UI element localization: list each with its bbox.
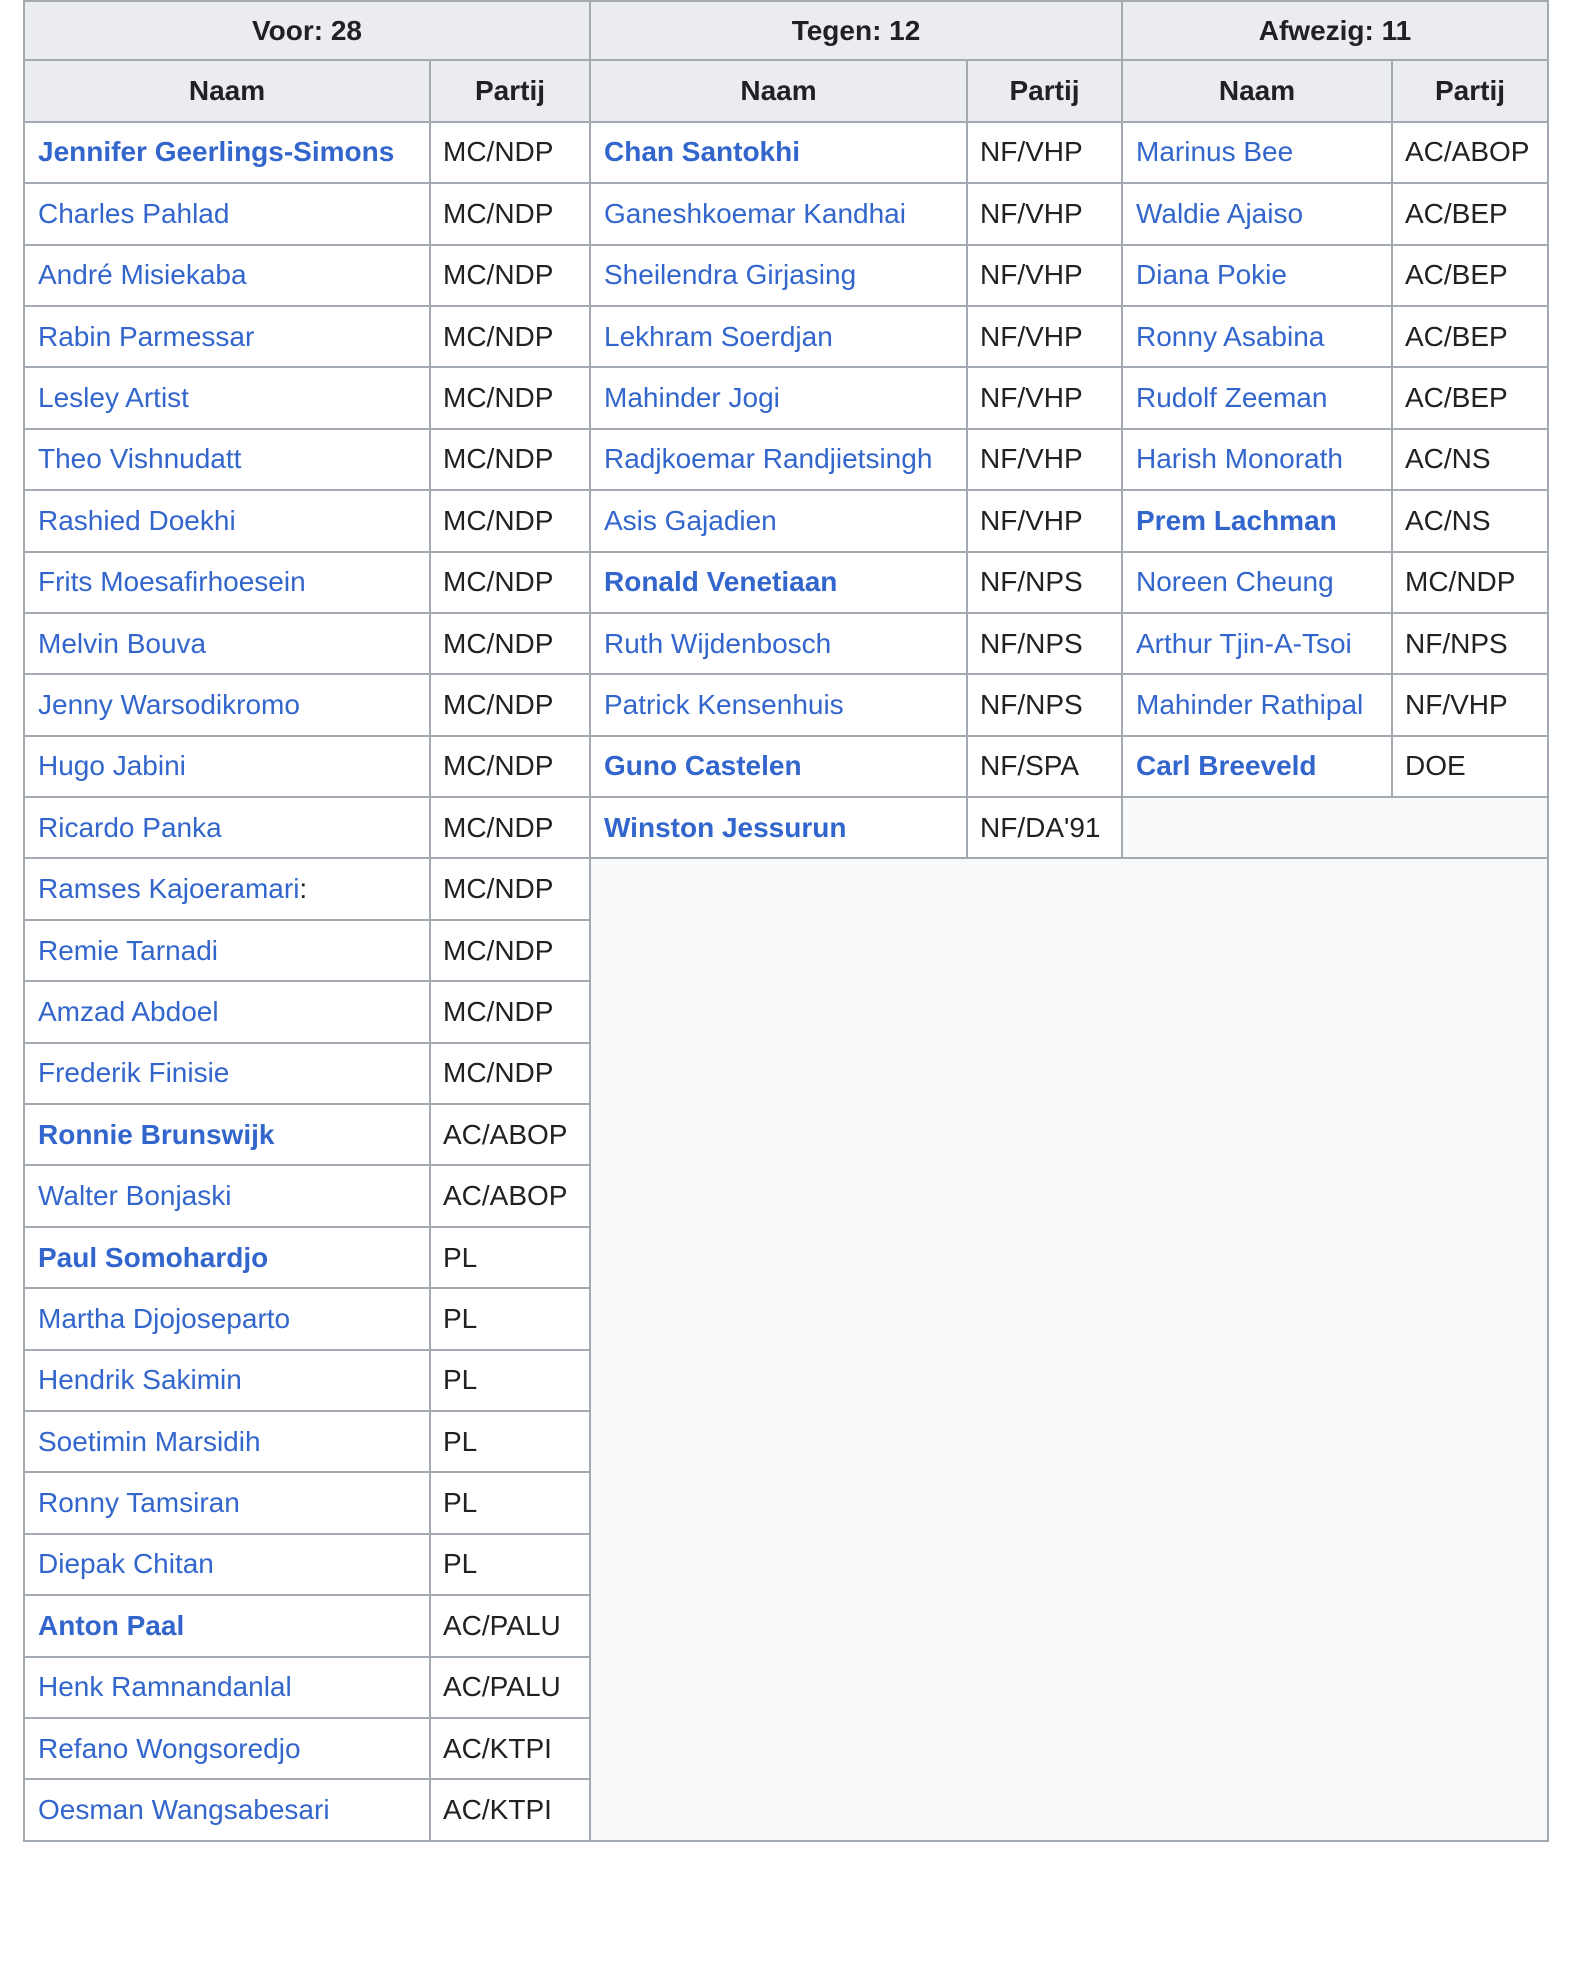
column-header-partij: Partij <box>431 61 591 122</box>
member-party-cell: NF/VHP <box>968 307 1123 368</box>
member-name-cell <box>23 307 431 368</box>
member-party-cell: AC/ABOP <box>431 1166 591 1227</box>
column-header-naam: Naam <box>1123 61 1393 122</box>
member-name-link[interactable]: Mahinder Jogi <box>604 382 780 414</box>
member-name-link[interactable]: Asis Gajadien <box>604 504 777 536</box>
member-name-cell <box>23 675 431 736</box>
member-name-link[interactable]: Jenny Warsodikromo <box>38 688 300 720</box>
member-name-cell <box>23 859 431 920</box>
member-name-cell <box>23 553 431 614</box>
member-party-cell: MC/NDP <box>431 123 591 184</box>
member-name-cell <box>591 553 968 614</box>
member-name-cell <box>23 430 431 491</box>
member-name-cell <box>23 614 431 675</box>
member-party-cell: PL <box>431 1289 591 1350</box>
member-party-cell: NF/NPS <box>1393 614 1549 675</box>
member-name-link[interactable]: André Misiekaba <box>38 259 247 291</box>
member-name-cell <box>23 1596 431 1657</box>
member-party-cell: AC/KTPI <box>431 1719 591 1780</box>
member-name-link[interactable]: Amzad Abdoel <box>38 995 219 1027</box>
member-name-cell <box>591 123 968 184</box>
member-name-cell <box>23 921 431 982</box>
member-party-cell: MC/NDP <box>431 675 591 736</box>
member-name-cell <box>23 1412 431 1473</box>
member-name-link[interactable]: Lesley Artist <box>38 382 189 414</box>
member-party-cell: AC/ABOP <box>1393 123 1549 184</box>
member-party-cell: PL <box>431 1535 591 1596</box>
member-name-cell <box>591 184 968 245</box>
member-name-link[interactable]: Melvin Bouva <box>38 627 207 659</box>
member-party-cell: AC/PALU <box>431 1596 591 1657</box>
member-party-cell: NF/VHP <box>968 246 1123 307</box>
member-name-link[interactable]: Ganeshkoemar Kandhai <box>604 197 906 229</box>
member-name-link[interactable]: Prem Lachman <box>1136 504 1337 536</box>
member-name-cell <box>23 246 431 307</box>
member-party-cell: NF/NPS <box>968 675 1123 736</box>
member-party-cell: PL <box>431 1351 591 1412</box>
member-name-link[interactable]: Rudolf Zeeman <box>1136 382 1328 414</box>
member-name-link[interactable]: Marinus Bee <box>1136 136 1294 168</box>
member-name-link[interactable]: Frederik Finisie <box>38 1057 230 1089</box>
member-name-cell <box>591 246 968 307</box>
member-name-link[interactable]: Theo Vishnudatt <box>38 443 242 475</box>
member-name-cell <box>1123 246 1393 307</box>
member-party-cell: MC/NDP <box>431 921 591 982</box>
member-party-cell: MC/NDP <box>431 246 591 307</box>
member-name-cell <box>1123 675 1393 736</box>
member-name-cell <box>23 982 431 1043</box>
member-party-cell: AC/KTPI <box>431 1780 591 1841</box>
member-party-cell: DOE <box>1393 737 1549 798</box>
member-name-cell <box>23 1289 431 1350</box>
member-party-cell: AC/BEP <box>1393 307 1549 368</box>
member-name-link[interactable]: Frits Moesafirhoesein <box>38 566 306 598</box>
group-header-afwezig: Afwezig: 11 <box>1123 0 1549 61</box>
member-name-link[interactable]: Anton Paal <box>38 1609 185 1641</box>
member-name-cell <box>1123 307 1393 368</box>
member-name-cell <box>23 1535 431 1596</box>
member-name-link[interactable]: Ronny Tamsiran <box>38 1487 240 1519</box>
member-name-cell <box>23 1166 431 1227</box>
member-name-cell <box>1123 368 1393 429</box>
member-party-cell: NF/VHP <box>1393 675 1549 736</box>
member-party-cell: PL <box>431 1412 591 1473</box>
member-party-cell: NF/NPS <box>968 553 1123 614</box>
member-party-cell: MC/NDP <box>431 737 591 798</box>
member-name-cell <box>23 1105 431 1166</box>
member-name-link[interactable]: Arthur Tjin-A-Tsoi <box>1136 627 1352 659</box>
group-header-voor: Voor: 28 <box>23 0 591 61</box>
member-name-cell <box>591 491 968 552</box>
member-party-cell: MC/NDP <box>431 798 591 859</box>
member-name-link[interactable]: Harish Monorath <box>1136 443 1343 475</box>
member-name-cell <box>1123 614 1393 675</box>
member-party-cell: AC/NS <box>1393 430 1549 491</box>
member-name-cell <box>23 1719 431 1780</box>
member-party-cell: AC/NS <box>1393 491 1549 552</box>
member-party-cell: AC/ABOP <box>431 1105 591 1166</box>
member-name-cell <box>23 737 431 798</box>
member-name-cell <box>591 368 968 429</box>
member-name-link[interactable]: Lekhram Soerdjan <box>604 320 833 352</box>
member-name-cell <box>23 1780 431 1841</box>
member-name-cell <box>591 430 968 491</box>
member-party-cell: NF/VHP <box>968 368 1123 429</box>
member-name-cell <box>23 123 431 184</box>
member-name-cell <box>591 675 968 736</box>
member-name-cell <box>591 798 968 859</box>
member-party-cell: NF/VHP <box>968 491 1123 552</box>
member-name-cell <box>23 1658 431 1719</box>
member-name-link[interactable]: Guno Castelen <box>604 750 802 782</box>
member-name-link[interactable]: Sheilendra Girjasing <box>604 259 857 291</box>
member-name-link[interactable]: Ronnie Brunswijk <box>38 1118 275 1150</box>
member-name-link[interactable]: Henk Ramnandanlal <box>38 1671 292 1703</box>
member-name-cell <box>591 737 968 798</box>
member-name-cell <box>591 307 968 368</box>
empty-cell <box>1123 798 1549 859</box>
member-party-cell: PL <box>431 1473 591 1534</box>
column-header-partij: Partij <box>1393 61 1549 122</box>
member-name-link[interactable]: Jennifer Geerlings-Simons <box>38 136 395 168</box>
member-name-link[interactable]: Charles Pahlad <box>38 197 230 229</box>
member-name-cell <box>1123 184 1393 245</box>
member-name-cell <box>1123 123 1393 184</box>
member-name-cell <box>23 1228 431 1289</box>
member-party-cell: MC/NDP <box>1393 553 1549 614</box>
member-name-link[interactable]: Martha Djojoseparto <box>38 1302 291 1334</box>
member-name-link[interactable]: Ronald Venetiaan <box>604 566 838 598</box>
member-name-cell <box>1123 737 1393 798</box>
member-name-link[interactable]: Refano Wongsoredjo <box>38 1732 301 1764</box>
member-party-cell: PL <box>431 1228 591 1289</box>
member-party-cell: MC/NDP <box>431 307 591 368</box>
member-name-link[interactable]: Oesman Wangsabesari <box>38 1794 330 1826</box>
member-party-cell: MC/NDP <box>431 553 591 614</box>
member-name-link[interactable]: Remie Tarnadi <box>38 934 219 966</box>
member-party-cell: AC/PALU <box>431 1658 591 1719</box>
name-suffix: : <box>299 873 308 905</box>
member-name-link[interactable]: Noreen Cheung <box>1136 566 1334 598</box>
member-name-cell <box>591 614 968 675</box>
member-name-cell <box>1123 430 1393 491</box>
member-party-cell: MC/NDP <box>431 982 591 1043</box>
member-name-link[interactable]: Ronny Asabina <box>1136 320 1325 352</box>
member-party-cell: AC/BEP <box>1393 368 1549 429</box>
column-header-naam: Naam <box>591 61 968 122</box>
member-party-cell: AC/BEP <box>1393 246 1549 307</box>
member-party-cell: MC/NDP <box>431 1044 591 1105</box>
member-name-link[interactable]: Diepak Chitan <box>38 1548 214 1580</box>
vote-grid <box>23 0 1549 1965</box>
group-header-tegen: Tegen: 12 <box>591 0 1123 61</box>
column-header-naam: Naam <box>23 61 431 122</box>
member-party-cell: AC/BEP <box>1393 184 1549 245</box>
member-name-link[interactable]: Soetimin Marsidih <box>38 1425 261 1457</box>
vote-table <box>23 0 1549 1965</box>
member-name-link[interactable]: Walter Bonjaski <box>38 1180 232 1212</box>
member-name-cell <box>1123 553 1393 614</box>
member-name-cell <box>23 798 431 859</box>
member-name-link[interactable]: Chan Santokhi <box>604 136 801 168</box>
member-name-cell <box>23 1044 431 1105</box>
member-name-cell <box>23 1473 431 1534</box>
member-party-cell: MC/NDP <box>431 614 591 675</box>
member-name-link[interactable]: Mahinder Rathipal <box>1136 688 1364 720</box>
member-party-cell: NF/VHP <box>968 430 1123 491</box>
member-name-link[interactable]: Hendrik Sakimin <box>38 1364 242 1396</box>
member-party-cell: MC/NDP <box>431 491 591 552</box>
member-party-cell: MC/NDP <box>431 368 591 429</box>
member-party-cell: NF/NPS <box>968 614 1123 675</box>
column-header-partij: Partij <box>968 61 1123 122</box>
member-name-link[interactable]: Rashied Doekhi <box>38 504 236 536</box>
member-name-link[interactable]: Ricardo Panka <box>38 811 222 843</box>
member-party-cell: MC/NDP <box>431 430 591 491</box>
member-name-cell <box>23 368 431 429</box>
member-party-cell: NF/VHP <box>968 123 1123 184</box>
member-name-link[interactable]: Patrick Kensenhuis <box>604 688 844 720</box>
member-name-cell <box>23 1351 431 1412</box>
member-name-link[interactable]: Carl Breeveld <box>1136 750 1317 782</box>
empty-area <box>591 859 1549 1841</box>
member-name-cell <box>23 184 431 245</box>
member-name-link[interactable]: Hugo Jabini <box>38 750 186 782</box>
member-name-link[interactable]: Rabin Parmessar <box>38 320 255 352</box>
member-name-link[interactable]: Diana Pokie <box>1136 259 1287 291</box>
member-name-link[interactable]: Radjkoemar Randjietsingh <box>604 443 933 475</box>
member-party-cell: NF/DA'91 <box>968 798 1123 859</box>
member-party-cell: NF/VHP <box>968 184 1123 245</box>
member-name-cell <box>23 491 431 552</box>
member-party-cell: NF/SPA <box>968 737 1123 798</box>
member-name-link[interactable]: Paul Somohardjo <box>38 1241 269 1273</box>
member-name-link[interactable]: Ramses Kajoeramari <box>38 873 300 905</box>
member-party-cell: MC/NDP <box>431 859 591 920</box>
member-party-cell: MC/NDP <box>431 184 591 245</box>
member-name-link[interactable]: Ruth Wijdenbosch <box>604 627 832 659</box>
member-name-link[interactable]: Winston Jessurun <box>604 811 847 843</box>
member-name-link[interactable]: Waldie Ajaiso <box>1136 197 1304 229</box>
member-name-cell <box>1123 491 1393 552</box>
